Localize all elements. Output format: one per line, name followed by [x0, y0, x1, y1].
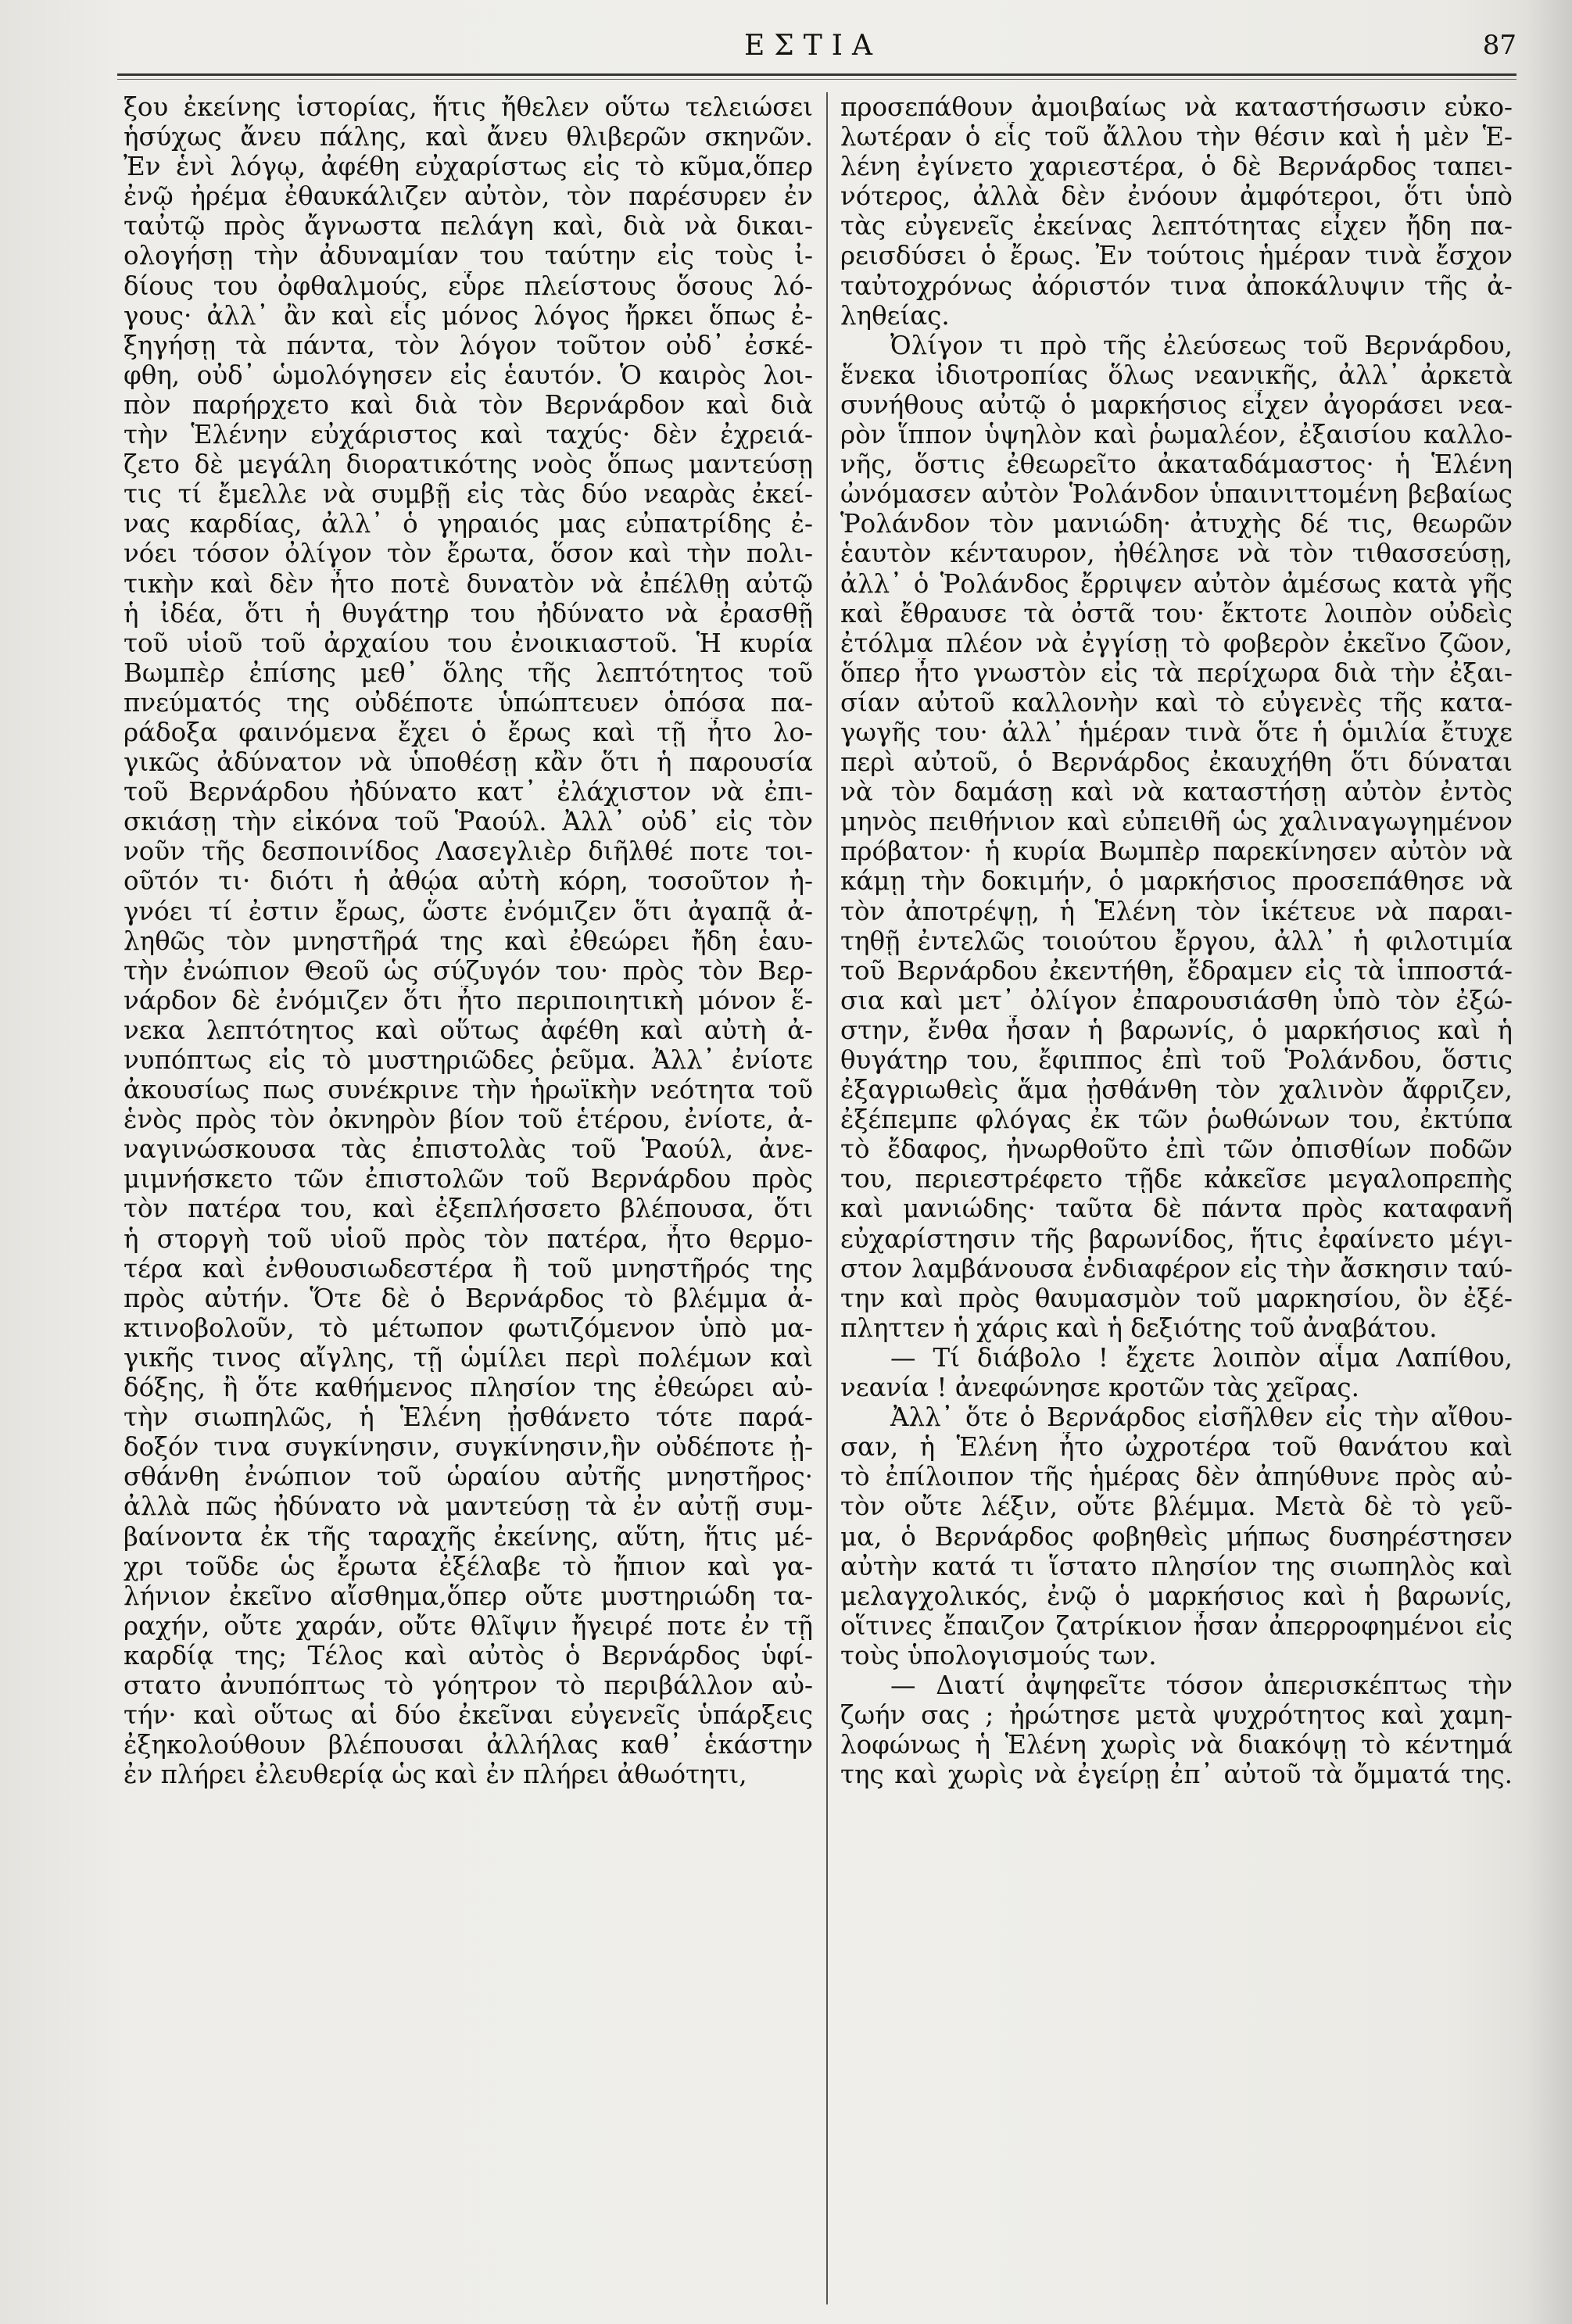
- text-line: ραχήν, οὔτε χαράν, οὔτε θλῖψιν ἤγειρέ ποτε ἐν τῇ: [124, 1610, 813, 1641]
- text-line: νεανία ! ἀνεφώνησε κροτῶν τὰς χεῖρας.: [840, 1373, 1359, 1403]
- text-line: δίους του ὀφθαλμούς, εὗρε πλείστους ὅσους λό-: [124, 270, 813, 301]
- paragraph-first-line: Ἀλλ᾽ ὅτε ὁ Βερνάρδος εἰσῆλθεν εἰς τὴν αἴθου-: [890, 1402, 1513, 1433]
- text-line: τὸ ἐπίλοιπον τῆς ἡμέρας δὲν ἀπηύθυνε πρὸς αὐ-: [840, 1462, 1513, 1492]
- text-line: ἡ στοργὴ τοῦ υἱοῦ πρὸς τὸν πατέρα, ἦτο θερμο-: [124, 1223, 813, 1254]
- text-line: οῦτόν τι· διότι ἡ ἀθῴα αὐτὴ κόρη, τοσοῦτον ἠ-: [124, 866, 813, 897]
- text-line: γους· ἀλλ᾽ ἂν καὶ εἷς μόνος λόγος ἤρκει ὅπως ἐ-: [124, 300, 813, 331]
- text-line: ολογήσῃ τὴν ἀδυναμίαν του ταύτην εἰς τοὺς ἰ-: [124, 241, 813, 271]
- text-line: την καὶ πρὸς θαυμασμὸν τοῦ μαρκησίου, ὃν ἐξέ-: [840, 1283, 1513, 1313]
- text-line: ζωήν σας ; ἠρώτησε μετὰ ψυχρότητος καὶ χαμη-: [840, 1700, 1513, 1731]
- text-line: θυγάτηρ του, ἔφιππος ἐπὶ τοῦ Ῥολάνδου, ὅστις: [840, 1045, 1513, 1075]
- text-line: ὠνόμασεν αὐτὸν Ῥολάνδον ὑπαινιττομένη βεβαίως: [840, 479, 1513, 510]
- text-line: τοὺς ὑπολογισμούς των.: [840, 1640, 1157, 1670]
- text-line: νάρδον δὲ ἐνόμιζεν ὅτι ἦτο περιποιητικὴ μόνον ἕ-: [124, 985, 813, 1015]
- text-line: γικῆς τινος αἴγλης, τῇ ὡμίλει περὶ πολέμων καὶ: [124, 1342, 813, 1373]
- text-line: ἐξέπεμπε φλόγας ἐκ τῶν ῥωθώνων του, ἐκτύπα: [840, 1105, 1513, 1135]
- text-line: ἑνὸς πρὸς τὸν ὀκνηρὸν βίον τοῦ ἑτέρου, ἐνίοτε, ἀ-: [124, 1105, 813, 1135]
- header-rule-thin: [117, 79, 1516, 80]
- text-line: του, περιεστρέφετο τῇδε κἀκεῖσε μεγαλοπρεπὴς: [840, 1164, 1513, 1194]
- text-line: τοῦ Βερνάρδου ἠδύνατο κατ᾽ ἐλάχιστον νὰ ἐπι-: [124, 777, 813, 807]
- text-line: καὶ μανιώδης· ταῦτα δὲ πάντα πρὸς καταφανῆ: [840, 1194, 1513, 1224]
- text-line: ἐτόλμα πλέον νὰ ἐγγίσῃ τὸ φοβερὸν ἐκεῖνο ζῶον,: [840, 628, 1513, 658]
- text-line: πὸν παρήρχετο καὶ διὰ τὸν Βερνάρδον καὶ διὰ: [124, 389, 813, 420]
- text-line: ἐν πλήρει ἐλευθερίᾳ ὡς καὶ ἐν πλήρει ἀθωότητι,: [124, 1760, 747, 1790]
- text-line: συνήθους αὐτῷ ὁ μαρκήσιος εἶχεν ἀγοράσει νεα-: [840, 389, 1513, 420]
- text-line: Ἐν ἑνὶ λόγῳ, ἀφέθη εὐχαρίστως εἰς τὸ κῦμα,ὅπερ: [124, 152, 813, 182]
- text-line: νὰ τὸν δαμάσῃ καὶ νὰ καταστήσῃ αὐτὸν ἐντὸς: [840, 777, 1513, 807]
- text-line: σίαν αὐτοῦ καλλονὴν καὶ τὸ εὐγενὲς τῆς κατα-: [840, 687, 1513, 718]
- text-line: γωγῆς του· ἀλλ᾽ ἡμέραν τινὰ ὅτε ἡ ὁμιλία ἔτυχε: [840, 717, 1513, 747]
- text-line: τὴν ἐνώπιον Θεοῦ ὡς σύζυγόν του· πρὸς τὸν Βερ-: [124, 955, 813, 986]
- paragraph-first-line: — Διατί ἀψηφεῖτε τόσον ἀπερισκέπτως τὴν: [890, 1670, 1513, 1700]
- text-line: δόξης, ἢ ὅτε καθήμενος πλησίον της ἐθεώρει αὐ-: [124, 1373, 813, 1403]
- text-line: λήνιον ἐκεῖνο αἴσθημα,ὅπερ οὔτε μυστηριώδη τα-: [124, 1581, 813, 1611]
- text-line: τὸν πατέρα του, καὶ ἐξεπλήσσετο βλέπουσα, ὅτι: [124, 1194, 813, 1224]
- text-line: καὶ ἔθραυσε τὰ ὀστᾶ του· ἔκτοτε λοιπὸν οὐδεὶς: [840, 598, 1513, 628]
- page-edge-shadow: [1525, 0, 1572, 2324]
- text-line: τὸν οὔτε λέξιν, οὔτε βλέμμα. Μετὰ δὲ τὸ γεῦ-: [840, 1491, 1513, 1522]
- text-line: πληττεν ἡ χάρις καὶ ἡ δεξιότης τοῦ ἀναβάτου.: [840, 1312, 1438, 1343]
- text-line: νας καρδίας, ἀλλ᾽ ὁ γηραιός μας εὐπατρίδης ἐ-: [124, 509, 813, 539]
- header-rule: [117, 73, 1516, 76]
- text-line: μα, ὁ Βερνάρδος φοβηθεὶς μήπως δυσηρέστησεν: [840, 1521, 1513, 1552]
- text-line: ἀλλ᾽ ὁ Ῥολάνδος ἔρριψεν αὐτὸν ἀμέσως κατὰ γῆς: [840, 568, 1513, 599]
- text-line: ἀκουσίως πως συνέκρινε τὴν ἡρωϊκὴν νεότητα τοῦ: [124, 1075, 813, 1105]
- text-line: στον λαμβάνουσα ἐνδιαφέρον εἰς τὴν ἄσκησιν ταύ-: [840, 1253, 1513, 1284]
- text-line: μελαγχολικός, ἐνῷ ὁ μαρκήσιος καὶ ἡ βαρωνίς,: [840, 1581, 1513, 1611]
- text-line: ξου ἐκείνης ἱστορίας, ἥτις ἤθελεν οὕτω τελειώσει: [124, 92, 813, 122]
- text-line: τοῦ Βερνάρδου ἐκεντήθη, ἔδραμεν εἰς τὰ ἱπποστά-: [840, 955, 1513, 986]
- text-line: ναγινώσκουσα τὰς ἐπιστολὰς τοῦ Ῥαούλ, ἀνε-: [124, 1134, 813, 1165]
- text-line: ρεισδύσει ὁ ἔρως. Ἐν τούτοις ἡμέραν τινὰ ἔσχον: [840, 241, 1513, 271]
- text-line: κτινοβολοῦν, τὸ μέτωπον φωτιζόμενον ὑπὸ μα-: [124, 1312, 813, 1343]
- text-line: βαίνοντα ἐκ τῆς ταραχῆς ἐκείνης, αὕτη, ἥτις μέ-: [124, 1521, 813, 1552]
- page-number: 87: [1482, 30, 1516, 61]
- text-line: νότερος, ἀλλὰ δὲν ἐνόουν ἀμφότεροι, ὅτι ὑπὸ: [840, 181, 1513, 212]
- text-line: τέρα καὶ ἐνθουσιωδεστέρα ἢ τοῦ μνηστῆρός της: [124, 1253, 813, 1284]
- text-line: λωτέραν ὁ εἷς τοῦ ἄλλου τὴν θέσιν καὶ ἡ μὲν Ἑ-: [840, 122, 1513, 152]
- column-divider: [826, 92, 828, 2304]
- left-text-column: [124, 92, 813, 2312]
- text-line: μηνὸς πειθήνιον καὶ εὐπειθῆ ὡς χαλιναγωγημένον: [840, 807, 1513, 837]
- text-line: στην, ἔνθα ἦσαν ἡ βαρωνίς, ὁ μαρκήσιος καὶ ἡ: [840, 1015, 1513, 1045]
- text-line: τὴν Ἑλένην εὐχάριστος καὶ ταχύς· δὲν ἐχρειά-: [124, 420, 813, 450]
- text-line: τικὴν καὶ δὲν ἦτο ποτὲ δυνατὸν νὰ ἐπέλθῃ αὐτῷ: [124, 568, 813, 599]
- text-line: τις τί ἔμελλε νὰ συμβῇ εἰς τὰς δύο νεαρὰς ἐκεί-: [124, 479, 813, 510]
- text-line: ἕνεκα ἰδιοτροπίας ὅλως νεανικῆς, ἀλλ᾽ ἀρκετὰ: [840, 360, 1513, 390]
- text-line: πρὸς αὐτήν. Ὅτε δὲ ὁ Βερνάρδος τὸ βλέμμα ἀ-: [124, 1283, 813, 1313]
- text-line: λένη ἐγίνετο χαριεστέρα, ὁ δὲ Βερνάρδος ταπει-: [840, 152, 1513, 182]
- text-line: ἀλλὰ πῶς ἠδύνατο νὰ μαντεύσῃ τὰ ἐν αὐτῇ συμ-: [124, 1491, 813, 1522]
- text-line: ρὸν ἵππον ὑψηλὸν καὶ ῥωμαλέον, ἐξαισίου καλλο-: [840, 420, 1513, 450]
- text-line: ἡ ἰδέα, ὅτι ἡ θυγάτηρ του ἠδύνατο νὰ ἐρασθῇ: [124, 598, 813, 628]
- text-line: μιμνήσκετο τῶν ἐπιστολῶν τοῦ Βερνάρδου πρὸς: [124, 1164, 813, 1194]
- text-line: τὸν ἀποτρέψῃ, ἡ Ἑλένη τὸν ἱκέτευε νὰ παραι-: [840, 896, 1513, 926]
- text-line: κάμῃ τὴν δοκιμήν, ὁ μαρκήσιος προσεπάθησε νὰ: [840, 866, 1513, 897]
- text-line: εὐχαρίστησιν τῆς βαρωνίδος, ἥτις ἐφαίνετο μέγι-: [840, 1223, 1513, 1254]
- text-line: σαν, ἡ Ἑλένη ἦτο ὠχροτέρα τοῦ θανάτου καὶ: [840, 1432, 1513, 1463]
- text-line: δοξόν τινα συγκίνησιν, συγκίνησιν,ἣν οὐδέποτε ᾐ-: [124, 1432, 813, 1463]
- text-line: πνεύματός της οὐδέποτε ὑπώπτευεν ὁπόσα πα-: [124, 687, 813, 718]
- text-line: καρδίᾳ της; Τέλος καὶ αὐτὸς ὁ Βερνάρδος ὑφί-: [124, 1640, 813, 1670]
- text-line: τήν· καὶ οὕτως αἱ δύο ἐκεῖναι εὐγενεῖς ὑπάρξεις: [124, 1700, 813, 1731]
- paragraph-first-line: — Τί διάβολο ! ἔχετε λοιπὸν αἷμα Λαπίθου,: [890, 1342, 1513, 1373]
- text-line: χρι τοῦδε ὡς ἔρωτα ἐξέλαβε τὸ ἤπιον καὶ γα-: [124, 1551, 813, 1581]
- text-line: νυπόπτως εἰς τὸ μυστηριῶδες ῥεῦμα. Ἀλλ᾽ ἐνίοτε: [124, 1045, 813, 1075]
- text-line: πρόβατον· ἡ κυρία Βωμπὲρ παρεκίνησεν αὐτὸν νὰ: [840, 836, 1513, 867]
- text-line: νόει τόσον ὀλίγον τὸν ἔρωτα, ὅσον καὶ τὴν πολι-: [124, 539, 813, 569]
- text-line: ζετο δὲ μεγάλη διορατικότης νοὸς ὅπως μαντεύσῃ: [124, 449, 813, 480]
- text-line: γνόει τί ἐστιν ἔρως, ὥστε ἐνόμιζεν ὅτι ἀγαπᾷ ἀ-: [124, 896, 813, 926]
- text-line: ἐνῷ ἠρέμα ἐθαυκάλιζεν αὐτὸν, τὸν παρέσυρεν ἐν: [124, 181, 813, 212]
- text-line: νεκα λεπτότητος καὶ οὕτως ἀφέθη καὶ αὐτὴ ἀ-: [124, 1015, 813, 1045]
- text-line: ληθείας.: [840, 300, 950, 331]
- paragraph-first-line: Ὀλίγον τι πρὸ τῆς ἐλεύσεως τοῦ Βερνάρδου,: [890, 330, 1513, 360]
- right-text-column: [840, 92, 1513, 2312]
- text-line: ἑαυτὸν κένταυρον, ἠθέλησε νὰ τὸν τιθασσεύσῃ,: [840, 539, 1513, 569]
- text-line: φθη, οὐδ᾽ ὡμολόγησεν εἰς ἑαυτόν. Ὁ καιρὸς λοι-: [124, 360, 813, 390]
- text-line: νοῦν τῆς δεσποινίδος Λασεγλιὲρ διῆλθέ ποτε τοι-: [124, 836, 813, 867]
- text-line: ξηγήσῃ τὰ πάντα, τὸν λόγον τοῦτον οὐδ᾽ ἐσκέ-: [124, 330, 813, 360]
- text-line: λοφώνως ἡ Ἑλένη χωρὶς νὰ διακόψῃ τὸ κέντημά: [840, 1730, 1513, 1760]
- text-line: ληθῶς τὸν μνηστῆρά της καὶ ἐθεώρει ἤδη ἑαυ-: [124, 926, 813, 956]
- text-line: Βωμπὲρ ἐπίσης μεθ᾽ ὅλης τῆς λεπτότητος τοῦ: [124, 657, 813, 688]
- text-line: τηθῇ ἐντελῶς τοιούτου ἔργου, ἀλλ᾽ ἡ φιλοτιμία: [840, 926, 1513, 956]
- text-line: γικῶς ἀδύνατον νὰ ὑποθέσῃ κἂν ὅτι ἡ παρουσία: [124, 747, 813, 778]
- text-line: οἵτινες ἔπαιζον ζατρίκιον ἦσαν ἀπερροφημένοι εἰς: [840, 1610, 1513, 1641]
- text-line: ὅπερ ἦτο γνωστὸν εἰς τὰ περίχωρα διὰ τὴν ἐξαι-: [840, 657, 1513, 688]
- text-line: τὰς εὐγενεῖς ἐκείνας λεπτότητας εἶχεν ἤδη πα-: [840, 211, 1513, 242]
- text-line: νῆς, ὅστις ἐθεωρεῖτο ἀκαταδάμαστος· ἡ Ἑλένη: [840, 449, 1513, 480]
- text-line: σια καὶ μετ᾽ ὀλίγον ἐπαρουσιάσθη ὑπὸ τὸν ἐξώ-: [840, 985, 1513, 1015]
- text-line: ἐξαγριωθεὶς ἅμα ᾐσθάνθη τὸν χαλινὸν ἄφριζεν,: [840, 1075, 1513, 1105]
- text-line: αὐτὴν κατά τι ἵστατο πλησίον της σιωπηλὸς καὶ: [840, 1551, 1513, 1581]
- text-line: τὴν σιωπηλῶς, ἡ Ἑλένη ᾐσθάνετο τότε παρά-: [124, 1402, 813, 1433]
- text-line: σκιάσῃ τὴν εἰκόνα τοῦ Ῥαούλ. Ἀλλ᾽ οὐδ᾽ εἰς τὸν: [124, 807, 813, 837]
- text-line: ἐξηκολούθουν βλέπουσαι ἀλλήλας καθ᾽ ἑκάστην: [124, 1730, 813, 1760]
- text-line: ράδοξα φαινόμενα ἔχει ὁ ἔρως καὶ τῇ ἦτο λο-: [124, 717, 813, 747]
- journal-title: ΕΣΤΙΑ: [744, 30, 882, 62]
- text-line: στατο ἀνυπόπτως τὸ γόητρον τὸ περιβάλλον αὐ-: [124, 1670, 813, 1700]
- text-line: σθάνθη ἐνώπιον τοῦ ὡραίου αὐτῆς μνηστῆρος·: [124, 1462, 813, 1492]
- text-line: Ῥολάνδον τὸν μανιώδη· ἀτυχὴς δέ τις, θεωρῶν: [840, 509, 1513, 539]
- text-line: ταὐτῷ πρὸς ἄγνωστα πελάγη καὶ, διὰ νὰ δικαι-: [124, 211, 813, 242]
- text-line: της καὶ χωρὶς νὰ ἐγείρῃ ἐπ᾽ αὐτοῦ τὰ ὄμματά της.: [840, 1760, 1513, 1790]
- page-header: [109, 25, 1516, 72]
- text-line: τοῦ υἱοῦ τοῦ ἀρχαίου του ἐνοικιαστοῦ. Ἡ κυρία: [124, 628, 813, 658]
- text-line: περὶ αὐτοῦ, ὁ Βερνάρδος ἐκαυχήθη ὅτι δύναται: [840, 747, 1513, 778]
- text-line: ταὐτοχρόνως ἀόριστόν τινα ἀποκάλυψιν τῆς ἀ-: [840, 270, 1513, 301]
- text-line: τὸ ἔδαφος, ἠνωρθοῦτο ἐπὶ τῶν ὀπισθίων ποδῶν: [840, 1134, 1513, 1165]
- text-line: προσεπάθουν ἀμοιβαίως νὰ καταστήσωσιν εὐκο-: [840, 92, 1513, 122]
- text-line: ἡσύχως ἄνευ πάλης, καὶ ἄνευ θλιβερῶν σκηνῶν.: [124, 122, 813, 152]
